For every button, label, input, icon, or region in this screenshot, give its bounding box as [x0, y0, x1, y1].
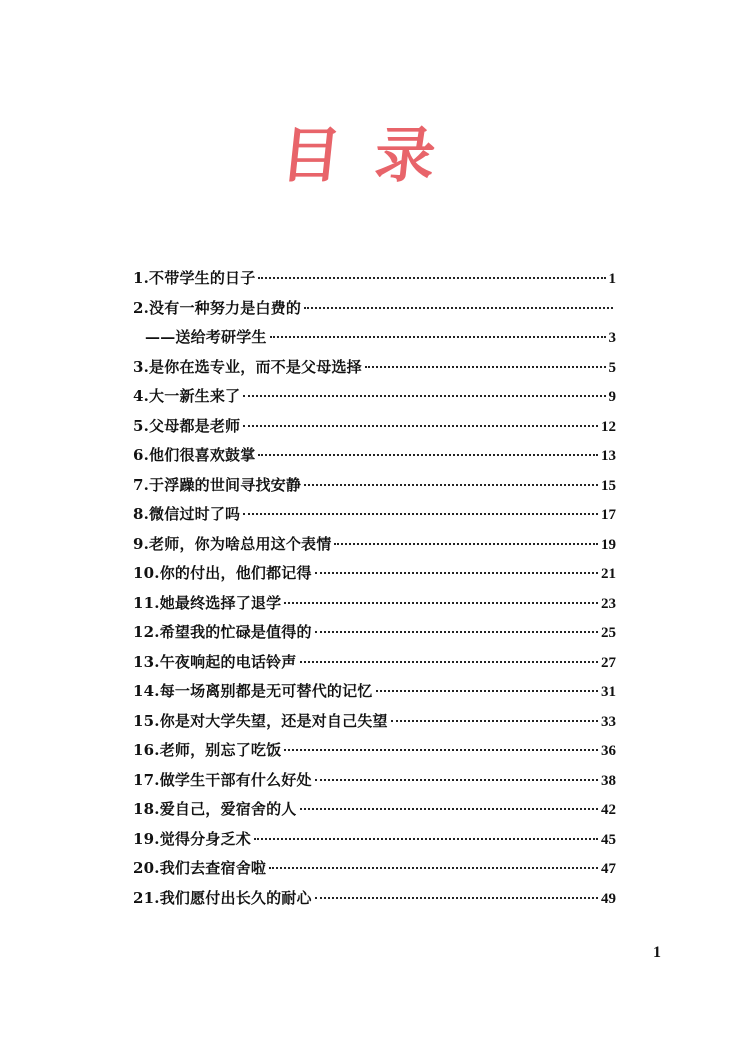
toc-entry[interactable]: [133, 736, 616, 766]
toc-entry-title: 12.希望我的忙碌是值得的: [133, 623, 312, 641]
dot-leader: [284, 602, 598, 604]
toc-entry[interactable]: [133, 884, 616, 914]
toc-entry-page: 17: [601, 507, 616, 523]
toc-entry[interactable]: [133, 500, 616, 530]
toc-entry[interactable]: [133, 825, 616, 855]
toc-entry-title: 1.不带学生的日子: [133, 269, 256, 287]
toc-entry-title: 17.做学生干部有什么好处: [133, 770, 312, 789]
toc-entry-title: 6.他们很喜欢鼓掌: [133, 446, 256, 464]
toc-entry-title: 13.午夜响起的电话铃声: [133, 652, 297, 671]
toc-entry-page: 23: [601, 595, 616, 612]
toc-entry[interactable]: [133, 294, 616, 324]
toc-entry[interactable]: [133, 559, 616, 589]
toc-entry-title: 11.她最终选择了退学: [133, 593, 282, 612]
toc-entry[interactable]: [133, 382, 616, 412]
toc-entry-subtitle[interactable]: [133, 323, 616, 353]
toc-entry[interactable]: [133, 677, 616, 707]
dot-leader: [300, 808, 599, 810]
toc-entry-page: 1: [608, 271, 616, 287]
toc-entry-page: 36: [601, 743, 616, 759]
dot-leader: [376, 690, 599, 692]
toc-entry[interactable]: [133, 648, 616, 678]
dot-leader: [258, 454, 598, 456]
dot-leader: [391, 720, 598, 722]
dot-leader: [243, 425, 598, 427]
toc-entry-page: 33: [601, 713, 616, 730]
toc-entry-page: 49: [601, 890, 616, 907]
dot-leader: [243, 513, 598, 515]
toc-entry-title: 4.大一新生来了: [133, 387, 241, 405]
toc-entry-page: 27: [601, 654, 616, 671]
toc-entry-page: 9: [608, 389, 616, 405]
dot-leader: [315, 897, 598, 899]
toc-entry-title: 20.我们去查宿舍啦: [133, 859, 267, 877]
toc-entry-title: 16.老师，别忘了吃饭: [133, 741, 282, 759]
dot-leader: [269, 867, 598, 869]
toc-entry-page: 38: [601, 772, 616, 789]
toc-entry[interactable]: [133, 854, 616, 884]
dot-leader: [284, 749, 598, 751]
toc-entry-title: 10.你的付出，他们都记得: [133, 564, 312, 582]
dot-leader: [304, 484, 598, 486]
toc-entry-page: 5: [608, 359, 616, 376]
toc-entry-page: 21: [601, 566, 616, 582]
dot-leader: [315, 572, 598, 574]
toc-entry[interactable]: [133, 618, 616, 648]
page-number: 1: [653, 944, 661, 961]
toc-entry-page: 15: [601, 477, 616, 494]
toc-entry[interactable]: [133, 795, 616, 825]
dot-leader: [315, 631, 598, 633]
toc-entry-title: 2.没有一种努力是白费的: [133, 298, 302, 317]
dot-leader: [270, 336, 606, 338]
toc-entry[interactable]: [133, 707, 616, 737]
dot-leader: [315, 779, 598, 781]
toc-entry-title: 3.是你在选专业，而不是父母选择: [133, 357, 362, 376]
toc-entry[interactable]: [133, 441, 616, 471]
toc-entry[interactable]: [133, 589, 616, 619]
toc-entry[interactable]: [133, 471, 616, 501]
toc-entry-title: 19.觉得分身乏术: [133, 829, 251, 848]
toc-entry-title: 15.你是对大学失望，还是对自己失望: [133, 711, 388, 730]
toc-entry-title: 7.于浮躁的世间寻找安静: [133, 475, 302, 494]
toc-entry[interactable]: [133, 530, 616, 560]
dot-leader: [300, 661, 599, 663]
dot-leader: [334, 543, 598, 545]
toc-entry-page: 42: [601, 802, 616, 818]
toc-entry-page: 3: [608, 330, 616, 346]
dot-leader: [304, 307, 613, 309]
toc-entry-title: 14.每一场离别都是无可替代的记忆: [133, 682, 373, 700]
toc-entry-title: 21.我们愿付出长久的耐心: [133, 888, 312, 907]
dot-leader: [365, 366, 606, 368]
toc-entry-page: 45: [601, 831, 616, 848]
toc-entry[interactable]: [133, 353, 616, 383]
toc-heading: [0, 121, 750, 191]
toc-entry-page: 31: [601, 684, 616, 700]
toc-entry-page: 47: [601, 861, 616, 877]
toc-entry-title: 5.父母都是老师: [133, 416, 241, 435]
dot-leader: [243, 395, 605, 397]
toc-entry[interactable]: [133, 264, 616, 294]
toc-entry-page: 19: [601, 536, 616, 553]
toc-entry[interactable]: [133, 766, 616, 796]
toc-entry-page: 25: [601, 625, 616, 641]
toc-entry-title: 18.爱自己，爱宿舍的人: [133, 800, 297, 818]
toc-entry-page: 12: [601, 418, 616, 435]
toc-heading-text: 目录: [277, 121, 473, 191]
toc-entry-title: ——送给考研学生: [145, 328, 267, 346]
toc-entry[interactable]: [133, 412, 616, 442]
table-of-contents: [133, 264, 616, 913]
toc-entry-title: 9.老师，你为啥总用这个表情: [133, 534, 332, 553]
dot-leader: [258, 277, 605, 279]
toc-entry-title: 8.微信过时了吗: [133, 505, 241, 523]
toc-entry-page: 13: [601, 448, 616, 464]
dot-leader: [254, 838, 598, 840]
